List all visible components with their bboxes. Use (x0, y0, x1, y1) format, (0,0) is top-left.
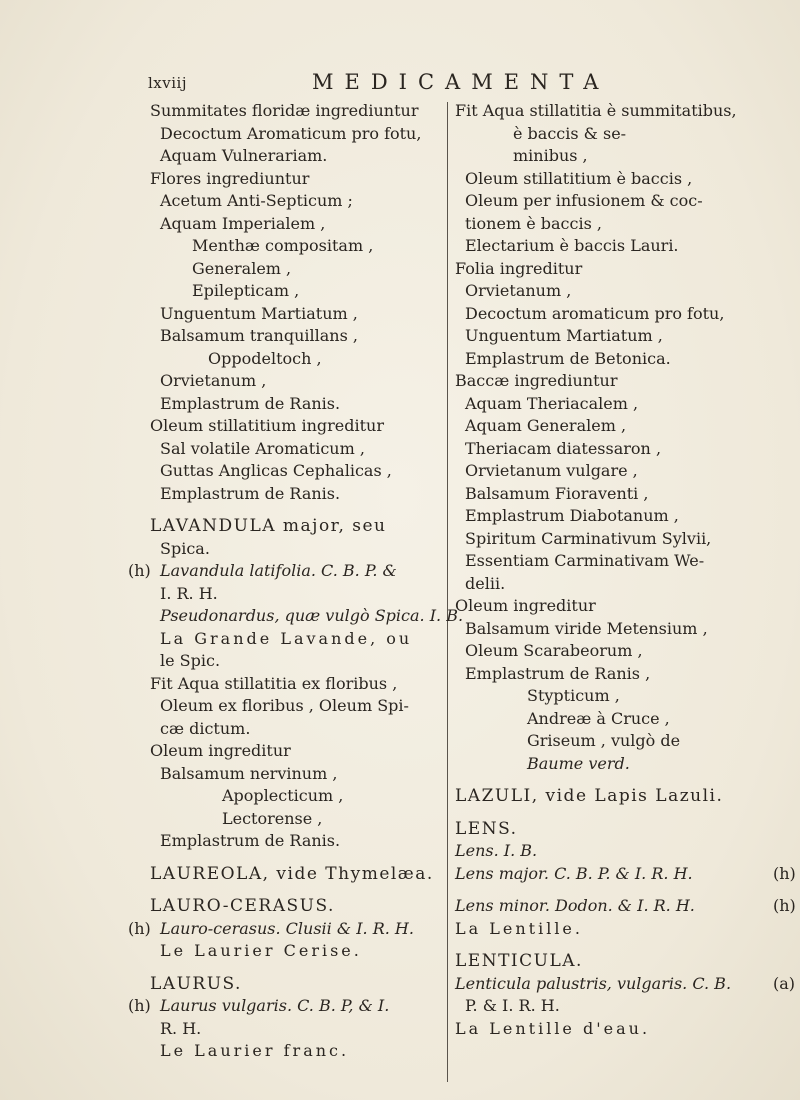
text-line (128, 995, 440, 1018)
line-text: Emplastrum de Ranis. (160, 831, 341, 850)
text-line (455, 235, 785, 258)
text-line (455, 840, 785, 863)
text-line (455, 415, 785, 438)
text-line (455, 258, 785, 281)
running-title: MEDICAMENTA (312, 70, 610, 94)
line-text: Guttas Anglicas Cephalicas , (160, 461, 392, 480)
text-line (455, 168, 785, 191)
text-line (455, 303, 785, 326)
text-line (455, 863, 796, 886)
line-text: Theriacam diatessaron , (465, 438, 662, 458)
line-text: LAVANDULA major, seu (150, 516, 387, 536)
folio-number: lxviij (148, 74, 187, 92)
line-text: Andreæ à Cruce , (527, 708, 670, 728)
text-line (150, 303, 440, 326)
text-line (150, 168, 440, 191)
line-text: Orvietanum , (160, 371, 267, 390)
text-line (455, 1018, 785, 1041)
text-line (150, 190, 440, 213)
text-line (150, 1018, 440, 1041)
text-line (150, 718, 440, 741)
text-line (150, 785, 440, 808)
line-text: è baccis & se- (513, 123, 627, 143)
line-text: Pseudonardus, quæ vulgò Spica. I. B. (160, 606, 464, 625)
line-text: La Lentille d'eau. (455, 1018, 651, 1038)
text-line (455, 618, 785, 641)
line-text: Fit Aqua stillatitia ex floribus , (150, 673, 398, 693)
margin-note: (h) (773, 863, 796, 883)
text-line (150, 370, 440, 393)
line-text: LENS. (455, 818, 518, 839)
line-text: Oleum ex floribus , Oleum Spi- (160, 696, 409, 715)
line-text: Flores ingrediuntur (150, 168, 310, 188)
line-text: Emplastrum Diabotanum , (465, 506, 679, 525)
text-line (150, 538, 440, 561)
text-line (455, 730, 785, 753)
line-text: LENTICULA. (455, 951, 583, 971)
line-text: Griseum , vulgò de (527, 731, 681, 750)
line-text: Emplastrum de Betonica. (465, 348, 671, 368)
text-line (455, 973, 796, 996)
text-line (150, 673, 440, 696)
text-line (455, 213, 785, 236)
line-text: Orvietanum , (465, 281, 572, 300)
text-line (455, 550, 785, 573)
text-line (150, 763, 440, 786)
text-line (455, 708, 785, 731)
text-line (455, 483, 785, 506)
margin-note: (a) (773, 973, 796, 993)
line-text: Le Laurier Cerise. (160, 941, 362, 960)
line-text: LAURUS. (150, 973, 242, 994)
line-text: R. H. (160, 1018, 202, 1038)
line-text: Sal volatile Aromaticum , (160, 438, 365, 458)
text-line (150, 460, 440, 483)
text-line (455, 460, 785, 483)
line-text: Oleum ingreditur (455, 596, 596, 615)
entry-gap (455, 775, 785, 785)
text-line (455, 190, 785, 213)
entry-gap (150, 885, 440, 895)
line-text: Oleum ingreditur (150, 741, 291, 760)
line-text: Unguentum Martiatum , (465, 326, 663, 345)
text-line (150, 740, 440, 763)
line-text: Oppodeltoch , (208, 348, 322, 368)
line-text: Balsamum viride Metensium , (465, 618, 708, 638)
text-line (150, 605, 464, 628)
line-text: Lens major. C. B. P. & I. R. H. (455, 863, 693, 883)
entry-heading (150, 973, 440, 996)
text-line (150, 415, 440, 438)
line-text: Spica. (160, 538, 210, 558)
line-text: Lauro-cerasus. Clusii & I. R. H. (160, 918, 414, 938)
text-line (455, 370, 785, 393)
entry-gap (455, 808, 785, 818)
line-text: Oleum per infusionem & coc- (465, 191, 703, 210)
line-text: Electarium è baccis Lauri. (465, 236, 679, 255)
line-text: Aquam Imperialem , (160, 213, 326, 233)
line-text: Stypticum , (527, 686, 620, 705)
line-text: Oleum stillatitium ingreditur (150, 416, 384, 435)
entry-heading (150, 895, 440, 918)
line-text: Emplastrum de Ranis. (160, 393, 341, 413)
line-text: delii. (465, 573, 506, 593)
text-line (455, 528, 785, 551)
line-text: Essentiam Carminativam We- (465, 551, 705, 570)
line-text: Balsamum Fioraventi , (465, 483, 649, 503)
line-text: Aquam Generalem , (465, 416, 627, 435)
text-line (150, 325, 440, 348)
text-line (455, 280, 785, 303)
text-line (455, 145, 785, 168)
entry-heading (150, 863, 440, 886)
line-text: Menthæ compositam , (192, 236, 374, 255)
text-line (150, 235, 440, 258)
line-text: le Spic. (160, 651, 221, 670)
entry-gap (150, 505, 440, 515)
text-line (150, 650, 440, 673)
text-line (150, 280, 440, 303)
line-text: Spiritum Carminativum Sylvii, (465, 528, 712, 548)
line-text: LAZULI, vide Lapis Lazuli. (455, 786, 724, 806)
line-text: Aquam Theriacalem , (465, 393, 639, 413)
margin-note: (h) (128, 996, 151, 1015)
line-text: Balsamum tranquillans , (160, 326, 358, 345)
text-line (150, 940, 440, 963)
line-text: Lavandula latifolia. C. B. P. & (160, 561, 397, 580)
text-line (455, 918, 785, 941)
line-text: LAUREOLA, vide Thymelæa. (150, 863, 434, 884)
text-line (455, 123, 785, 146)
line-text: Decoctum aromaticum pro fotu, (465, 303, 725, 323)
text-line (128, 560, 440, 583)
line-text: Lens minor. Dodon. & I. R. H. (455, 896, 695, 915)
text-line (455, 438, 785, 461)
line-text: tionem è baccis , (465, 213, 602, 233)
text-line (150, 393, 440, 416)
line-text: Fit Aqua stillatitia è summitatibus, (455, 101, 737, 120)
margin-note: (h) (128, 918, 151, 938)
line-text: Baccæ ingrediuntur (455, 371, 618, 390)
text-line (455, 348, 785, 371)
column-divider (447, 102, 448, 1082)
line-text: Acetum Anti-Septicum ; (160, 191, 353, 210)
text-line (150, 123, 440, 146)
entry-gap (455, 885, 785, 895)
line-text: Oleum stillatitium è baccis , (465, 168, 693, 188)
line-text: Le Laurier franc. (160, 1041, 350, 1060)
text-line (150, 483, 440, 506)
text-line (455, 325, 785, 348)
text-line (150, 213, 440, 236)
line-text: Apoplecticum , (222, 786, 344, 805)
text-line (150, 1040, 440, 1063)
text-line (150, 438, 440, 461)
text-line (150, 830, 440, 853)
line-text: minibus , (513, 146, 588, 165)
line-text: Baume verd. (527, 753, 630, 773)
right-column (455, 100, 796, 1040)
text-line (455, 100, 785, 123)
line-text: Emplastrum de Ranis. (160, 483, 341, 503)
line-text: Folia ingreditur (455, 258, 583, 278)
line-text: Emplastrum de Ranis , (465, 663, 651, 683)
left-column (128, 100, 464, 1063)
text-line (150, 100, 440, 123)
line-text: Oleum Scarabeorum , (465, 641, 643, 660)
line-text: Lectorense , (222, 808, 323, 828)
line-text: La Lentille. (455, 918, 583, 938)
text-line (455, 393, 785, 416)
text-line (455, 663, 785, 686)
text-line (455, 505, 785, 528)
text-line (150, 258, 440, 281)
line-text: Aquam Vulnerariam. (160, 146, 328, 165)
line-text: Decoctum Aromaticum pro fotu, (160, 123, 422, 143)
margin-note: (h) (773, 896, 796, 915)
entry-heading (455, 950, 785, 973)
text-line (150, 348, 440, 371)
line-text: P. & I. R. H. (465, 996, 560, 1015)
text-line (150, 695, 440, 718)
line-text: LAURO-CERASUS. (150, 896, 335, 916)
text-line (128, 918, 440, 941)
line-text: Orvietanum vulgare , (465, 461, 638, 480)
entry-heading (455, 785, 785, 808)
line-text: Balsamum nervinum , (160, 763, 338, 783)
text-line (455, 595, 785, 618)
line-text: Unguentum Martiatum , (160, 303, 358, 323)
line-text: Lenticula palustris, vulgaris. C. B. (455, 973, 732, 993)
text-line (455, 640, 785, 663)
text-line (455, 995, 785, 1018)
entry-heading (455, 818, 785, 841)
entry-gap (455, 940, 785, 950)
text-line (455, 895, 796, 918)
margin-note: (h) (128, 561, 151, 580)
text-line (150, 145, 440, 168)
line-text: La Grande Lavande, ou (160, 628, 413, 648)
line-text: Lens. I. B. (455, 841, 538, 860)
page-header (148, 70, 768, 100)
entry-gap (150, 963, 440, 973)
line-text: I. R. H. (160, 583, 218, 603)
entry-gap (150, 853, 440, 863)
entry-heading (150, 515, 440, 538)
text-line (150, 628, 440, 651)
line-text: Laurus vulgaris. C. B. P, & I. (160, 996, 390, 1015)
text-line (455, 573, 785, 596)
text-line (455, 753, 785, 776)
line-text: cæ dictum. (160, 718, 251, 738)
line-text: Epilepticam , (192, 281, 300, 300)
line-text: Summitates floridæ ingrediuntur (150, 101, 419, 120)
text-line (150, 583, 440, 606)
line-text: Generalem , (192, 258, 292, 278)
text-line (150, 808, 440, 831)
text-line (455, 685, 785, 708)
